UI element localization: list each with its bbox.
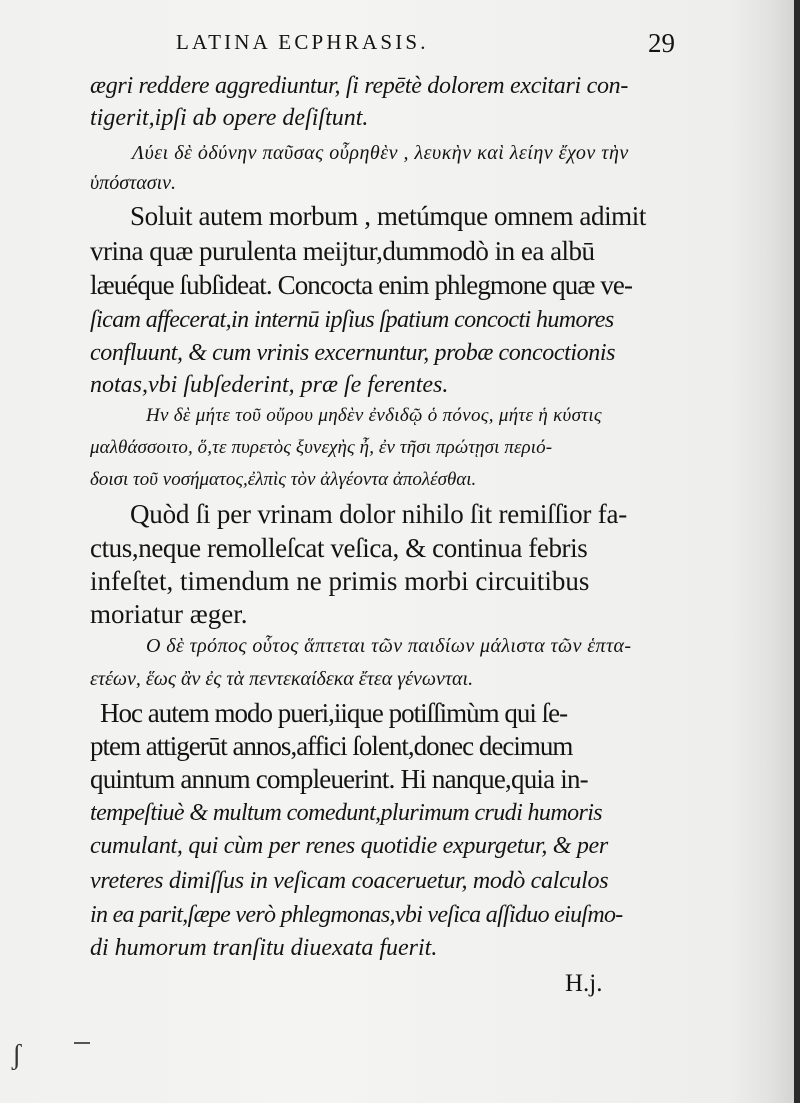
text-line: confluunt, & cum vrinis excernuntur, probæ concoctionis — [90, 340, 616, 366]
page-number: 29 — [648, 28, 675, 58]
text-line: ægri reddere aggrediuntur, ſi repētè dolorem excitari con- — [90, 73, 629, 99]
text-line: vreteres dimiſſus in veſicam coaceruetur, modò calculos — [90, 868, 609, 894]
running-header: LATINA ECPHRASIS. — [176, 30, 429, 54]
text-line: tigerit,ipſi ab opere deſiſtunt. — [90, 105, 369, 131]
greek-line: μαλθάσσοιτο, ὅ,τε πυρετὸς ξυνεχὴς ἦ, ἐν τῆσι πρώτῃσι περιό- — [90, 437, 553, 458]
text-line: ctus,neque remolleſcat veſica, & continua febris — [90, 533, 588, 563]
text-line: ptem attigerūt annos,affici ſolent,donec decimum — [90, 731, 573, 761]
page-shadow — [730, 0, 800, 1103]
margin-mark: ʃ — [12, 1040, 22, 1071]
greek-line: δοισι τοῦ νοσήματος,ἐλπὶς τὸν ἀλγέοντα ἀπολέσθαι. — [90, 469, 477, 490]
text-line: quintum annum compleuerint. Hi nanque,quia in- — [90, 764, 588, 794]
greek-line: ετέων, ἕως ἂν ἐς τὰ πεντεκαίδεκα ἔτεα γένωνται. — [90, 668, 474, 690]
greek-line: Ο δὲ τρόπος οὗτος ἅπτεται τῶν παιδίων μάλιστα τῶν ἑπτα- — [146, 635, 632, 657]
text-line: Hoc autem modo pueri,iique potiſſimùm qui ſe- — [100, 698, 568, 728]
page-edge — [794, 0, 800, 1103]
margin-dash — [74, 1042, 90, 1044]
text-line: di humorum tranſitu diuexata fuerit. — [90, 935, 438, 961]
text-line: tempeſtiuè & multum comedunt,plurimum crudi humoris — [90, 800, 603, 826]
text-line: vrina quæ purulenta meijtur,dummodò in ea albū — [90, 236, 595, 266]
text-line: infeſtet, timendum ne primis morbi circuitibus — [90, 566, 590, 596]
greek-line: Λύει δὲ ὀδύνην παῦσας οὖρηθὲν , λευκὴν καὶ λείην ἔχον τὴν — [132, 142, 629, 164]
greek-line: ὑπόστασιν. — [90, 172, 177, 194]
text-line: notas,vbi ſubſederint, præ ſe ferentes. — [90, 372, 449, 398]
text-line: moriatur æger. — [90, 599, 248, 629]
signature-mark: H.j. — [565, 970, 603, 997]
text-line: cumulant, qui cùm per renes quotidie expurgetur, & per — [90, 833, 608, 859]
greek-line: Ην δὲ μήτε τοῦ οὔρου μηδὲν ἐνδιδῷ ὁ πόνος, μήτε ἡ κύστις — [146, 405, 602, 426]
text-line: in ea parit,ſæpe verò phlegmonas,vbi veſica aſſiduo eiuſmo- — [90, 902, 623, 928]
text-line: læuéque ſubſideat. Concocta enim phlegmone quæ ve- — [90, 270, 633, 300]
text-line: ſicam affecerat,in internū ipſius ſpatium concocti humores — [90, 307, 614, 333]
text-line: Quòd ſi per vrinam dolor nihilo ſit remiſſior fa- — [130, 499, 628, 529]
text-line: Soluit autem morbum , metúmque omnem adimit — [130, 201, 646, 231]
